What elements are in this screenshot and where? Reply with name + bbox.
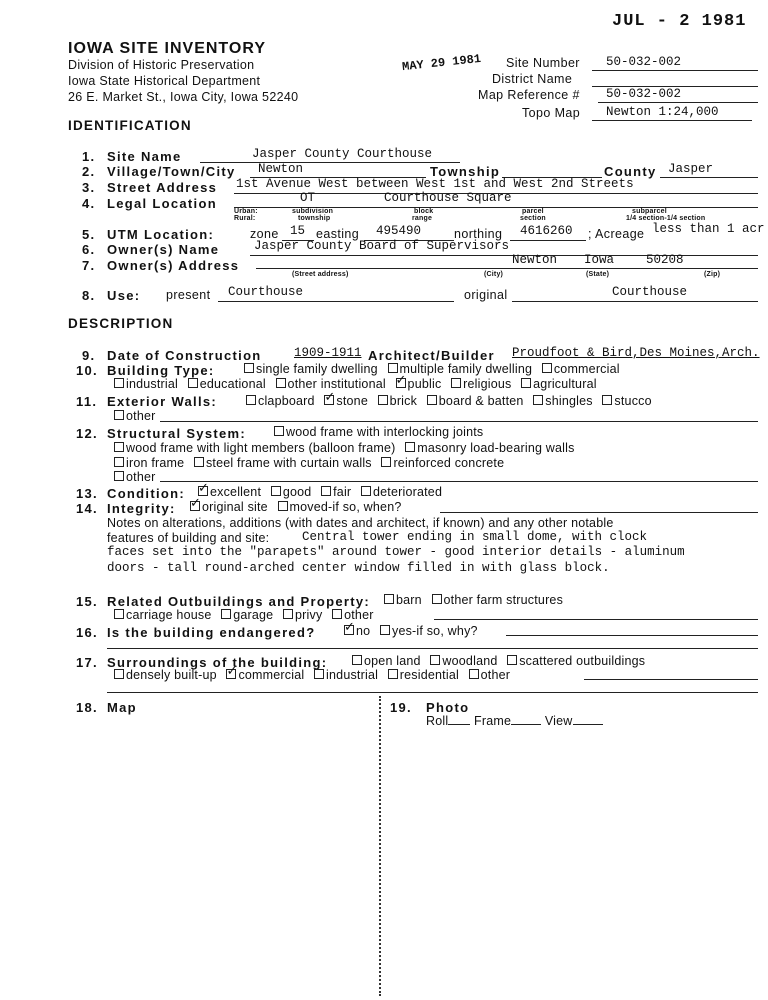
checkbox[interactable] xyxy=(521,378,531,388)
item-number: 8. xyxy=(82,288,96,303)
checkbox[interactable] xyxy=(221,609,231,619)
caption: 1/4 section-1/4 section xyxy=(626,215,706,222)
checkbox-checked[interactable] xyxy=(396,378,406,388)
option-label: wood frame with interlocking joints xyxy=(286,425,484,439)
map-photo-divider xyxy=(379,696,381,996)
checkbox[interactable] xyxy=(114,669,124,679)
checkbox[interactable] xyxy=(246,395,256,405)
construction-label: Date of Construction xyxy=(107,348,262,363)
form-title: IOWA SITE INVENTORY xyxy=(68,40,266,57)
option-label: agricultural xyxy=(533,377,597,391)
option-label: moved-if so, when? xyxy=(289,500,402,514)
option-label: single family dwelling xyxy=(256,362,378,376)
caption: parcel xyxy=(522,208,544,215)
caption: block xyxy=(414,208,434,215)
owner-city-value: Newton xyxy=(512,253,558,267)
use-present-label: present xyxy=(166,288,211,302)
option-label: scattered outbuildings xyxy=(519,654,646,668)
checkbox[interactable] xyxy=(388,669,398,679)
checkbox[interactable] xyxy=(321,486,331,496)
option-label: excellent xyxy=(210,485,262,499)
option-label: privy xyxy=(295,608,323,622)
utm-northing-label: northing xyxy=(454,227,503,241)
caption: (City) xyxy=(484,271,504,278)
village-value: Newton xyxy=(258,162,304,176)
endangered-options xyxy=(344,624,478,638)
option-label: carriage house xyxy=(126,608,212,622)
item-number: 2. xyxy=(82,164,96,179)
option-label: shingles xyxy=(545,394,593,408)
exterior-walls-label: Exterior Walls: xyxy=(107,394,218,409)
checkbox[interactable] xyxy=(271,486,281,496)
map-reference-value: 50-032-002 xyxy=(606,87,682,101)
caption: Urban: xyxy=(234,208,258,215)
legal-location-value-2: Courthouse Square xyxy=(384,191,512,205)
condition-label: Condition: xyxy=(107,486,185,501)
option-label: educational xyxy=(199,377,266,391)
option-label: iron frame xyxy=(126,456,185,470)
option-label: other xyxy=(126,409,156,423)
construction-date-value: 1909-1911 xyxy=(294,346,362,360)
building-type-row-2 xyxy=(114,377,603,391)
surroundings-label: Surroundings of the building: xyxy=(107,655,328,670)
option-label: garage xyxy=(233,608,274,622)
option-label: brick xyxy=(389,394,418,408)
walls-row-1 xyxy=(246,394,658,408)
walls-other xyxy=(114,409,156,423)
caption: township xyxy=(298,215,331,222)
item-number: 17. xyxy=(76,655,98,670)
option-label: reinforced concrete xyxy=(393,456,505,470)
option-label: yes-if so, why? xyxy=(392,624,478,638)
item-number: 12. xyxy=(76,426,98,441)
checkbox[interactable] xyxy=(378,395,388,405)
item-number: 18. xyxy=(76,700,98,715)
checkbox[interactable] xyxy=(427,395,437,405)
site-number-value: 50-032-002 xyxy=(606,55,682,69)
checkbox[interactable] xyxy=(283,609,293,619)
checkbox[interactable] xyxy=(332,609,342,619)
use-original-value: Courthouse xyxy=(612,285,688,299)
building-type-row-1 xyxy=(244,362,626,376)
option-label: open land xyxy=(364,654,421,668)
checkbox-checked[interactable] xyxy=(226,669,236,679)
township-label: Township xyxy=(430,164,501,179)
checkbox[interactable] xyxy=(380,625,390,635)
checkbox[interactable] xyxy=(274,426,284,436)
option-label: fair xyxy=(333,485,352,499)
utm-label: UTM Location: xyxy=(107,227,215,242)
option-label: stucco xyxy=(614,394,652,408)
site-name-label: Site Name xyxy=(107,149,182,164)
surroundings-row-2 xyxy=(114,668,510,682)
checkbox-checked[interactable] xyxy=(190,501,200,511)
caption: subparcel xyxy=(632,208,667,215)
caption: (Street address) xyxy=(292,271,349,278)
item-number: 9. xyxy=(82,348,96,363)
integrity-notes-typed-1: Central tower ending in small dome, with clock xyxy=(302,530,648,544)
option-label: industrial xyxy=(126,377,179,391)
checkbox[interactable] xyxy=(602,395,612,405)
item-number: 15. xyxy=(76,594,98,609)
outbuildings-label: Related Outbuildings and Property: xyxy=(107,594,371,609)
utm-easting-value: 495490 xyxy=(376,224,422,238)
item-number: 5. xyxy=(82,227,96,242)
checkbox[interactable] xyxy=(451,378,461,388)
structural-label: Structural System: xyxy=(107,426,246,441)
acreage-value: less than 1 acr xyxy=(652,222,765,236)
dated-stamp: MAY 29 1981 xyxy=(401,51,482,75)
option-label: wood frame with light members (balloon frame) xyxy=(126,441,396,455)
utm-easting-label: easting xyxy=(316,227,360,241)
checkbox[interactable] xyxy=(381,457,391,467)
item-number: 1. xyxy=(82,149,96,164)
checkbox[interactable] xyxy=(114,457,124,467)
option-label: other xyxy=(126,470,156,484)
topo-map-label: Topo Map xyxy=(522,106,581,120)
item-number: 4. xyxy=(82,196,96,211)
checkbox[interactable] xyxy=(430,655,440,665)
item-number: 7. xyxy=(82,258,96,273)
received-date-stamp: JUL - 2 1981 xyxy=(612,12,747,31)
owner-address-label: Owner(s) Address xyxy=(107,258,240,273)
checkbox[interactable] xyxy=(114,471,124,481)
option-label: religious xyxy=(463,377,512,391)
structural-row-1 xyxy=(274,425,483,439)
option-label: commercial xyxy=(553,362,620,376)
district-name-label: District Name xyxy=(492,72,573,86)
use-label: Use: xyxy=(107,288,141,303)
utm-zone-label: zone xyxy=(250,227,279,241)
integrity-notes-typed-3: doors - tall round-arched center window filled in with glass block. xyxy=(107,561,610,575)
utm-zone-value: 15 xyxy=(290,224,306,238)
checkbox-checked[interactable] xyxy=(324,395,334,405)
owner-name-value: Jasper County Board of Supervisors xyxy=(254,239,510,253)
item-number: 13. xyxy=(76,486,98,501)
checkbox[interactable] xyxy=(432,594,442,604)
checkbox[interactable] xyxy=(194,457,204,467)
option-label: industrial xyxy=(326,668,379,682)
checkbox[interactable] xyxy=(188,378,198,388)
header-line-3: 26 E. Market St., Iowa City, Iowa 52240 xyxy=(68,90,299,104)
structural-other xyxy=(114,470,156,484)
surroundings-row-1 xyxy=(352,654,651,668)
use-original-label: original xyxy=(464,288,508,302)
checkbox[interactable] xyxy=(114,410,124,420)
owner-name-label: Owner(s) Name xyxy=(107,242,220,257)
checkbox[interactable] xyxy=(276,378,286,388)
checkbox[interactable] xyxy=(114,378,124,388)
photo-view-label: View xyxy=(544,714,573,728)
item-number: 3. xyxy=(82,180,96,195)
option-label: stone xyxy=(336,394,368,408)
checkbox[interactable] xyxy=(533,395,543,405)
checkbox[interactable] xyxy=(469,669,479,679)
option-label: good xyxy=(282,485,312,499)
structural-row-3 xyxy=(114,456,510,470)
owner-zip-value: 50208 xyxy=(646,253,684,267)
integrity-label: Integrity: xyxy=(107,501,176,516)
checkbox[interactable] xyxy=(384,594,394,604)
site-name-value: Jasper County Courthouse xyxy=(252,147,433,161)
outbuildings-row-2 xyxy=(114,608,374,622)
option-label: deteriorated xyxy=(372,485,443,499)
county-value: Jasper xyxy=(668,162,714,176)
option-label: clapboard xyxy=(258,394,315,408)
integrity-options xyxy=(190,500,402,514)
checkbox[interactable] xyxy=(405,442,415,452)
acreage-label: ; Acreage xyxy=(588,227,645,241)
checkbox[interactable] xyxy=(507,655,517,665)
topo-map-value: Newton 1:24,000 xyxy=(606,105,719,119)
option-label: no xyxy=(356,624,371,638)
checkbox[interactable] xyxy=(542,363,552,373)
header-line-1: Division of Historic Preservation xyxy=(68,58,255,72)
photo-label: Photo xyxy=(426,700,470,715)
description-heading: DESCRIPTION xyxy=(68,316,174,331)
utm-northing-value: 4616260 xyxy=(520,224,573,238)
legal-location-label: Legal Location xyxy=(107,196,217,211)
checkbox[interactable] xyxy=(244,363,254,373)
checkbox[interactable] xyxy=(361,486,371,496)
photo-fields xyxy=(426,714,603,728)
use-present-value: Courthouse xyxy=(228,285,304,299)
item-number: 6. xyxy=(82,242,96,257)
checkbox[interactable] xyxy=(278,501,288,511)
item-number: 10. xyxy=(76,363,98,378)
street-address-value: 1st Avenue West between West 1st and West 2nd Streets xyxy=(236,177,634,191)
street-address-label: Street Address xyxy=(107,180,218,195)
option-label: residential xyxy=(399,668,459,682)
option-label: masonry load-bearing walls xyxy=(417,441,575,455)
item-number: 19. xyxy=(390,700,412,715)
identification-heading: IDENTIFICATION xyxy=(68,118,192,133)
checkbox[interactable] xyxy=(114,609,124,619)
option-label: steel frame with curtain walls xyxy=(205,456,372,470)
integrity-notes-line-2: features of building and site: xyxy=(107,531,270,545)
option-label: multiple family dwelling xyxy=(399,362,533,376)
endangered-label: Is the building endangered? xyxy=(107,625,316,640)
structural-row-2 xyxy=(114,441,581,455)
option-label: commercial xyxy=(238,668,305,682)
architect-label: Architect/Builder xyxy=(368,348,495,363)
option-label: public xyxy=(407,377,442,391)
caption: range xyxy=(412,215,433,222)
caption: section xyxy=(520,215,546,222)
option-label: densely built-up xyxy=(126,668,217,682)
option-label: other xyxy=(344,608,374,622)
integrity-notes-typed-2: faces set into the "parapets" around tower - good interior details - aluminum xyxy=(107,545,685,559)
building-type-label: Building Type: xyxy=(107,363,215,378)
option-label: board & batten xyxy=(438,394,524,408)
site-number-label: Site Number xyxy=(506,56,580,70)
checkbox[interactable] xyxy=(114,442,124,452)
caption: Rural: xyxy=(234,215,256,222)
item-number: 16. xyxy=(76,625,98,640)
option-label: other institutional xyxy=(287,377,386,391)
legal-location-value-1: OT xyxy=(300,191,316,205)
architect-value: Proudfoot & Bird,Des Moines,Arch. xyxy=(512,346,760,360)
item-number: 11. xyxy=(76,394,98,409)
integrity-notes-line-1: Notes on alterations, additions (with dates and architect, if known) and any other notable xyxy=(107,516,614,530)
option-label: other farm structures xyxy=(443,593,564,607)
checkbox-checked[interactable] xyxy=(344,625,354,635)
map-reference-label: Map Reference # xyxy=(478,88,580,102)
outbuildings-row-1 xyxy=(384,593,563,607)
header-line-2: Iowa State Historical Department xyxy=(68,74,261,88)
option-label: other xyxy=(480,668,511,682)
photo-roll-label: Roll xyxy=(426,714,449,728)
caption: (State) xyxy=(586,271,610,278)
item-number: 14. xyxy=(76,501,98,516)
county-label: County xyxy=(604,164,657,179)
owner-state-value: Iowa xyxy=(584,253,615,267)
option-label: original site xyxy=(202,500,268,514)
photo-frame-label: Frame xyxy=(474,714,512,728)
condition-options xyxy=(198,485,448,499)
caption: subdivision xyxy=(292,208,334,215)
checkbox[interactable] xyxy=(352,655,362,665)
village-label: Village/Town/City xyxy=(107,164,236,179)
option-label: barn xyxy=(396,593,422,607)
map-label: Map xyxy=(107,700,137,715)
option-label: woodland xyxy=(442,654,498,668)
caption: (Zip) xyxy=(704,271,721,278)
checkbox[interactable] xyxy=(314,669,324,679)
